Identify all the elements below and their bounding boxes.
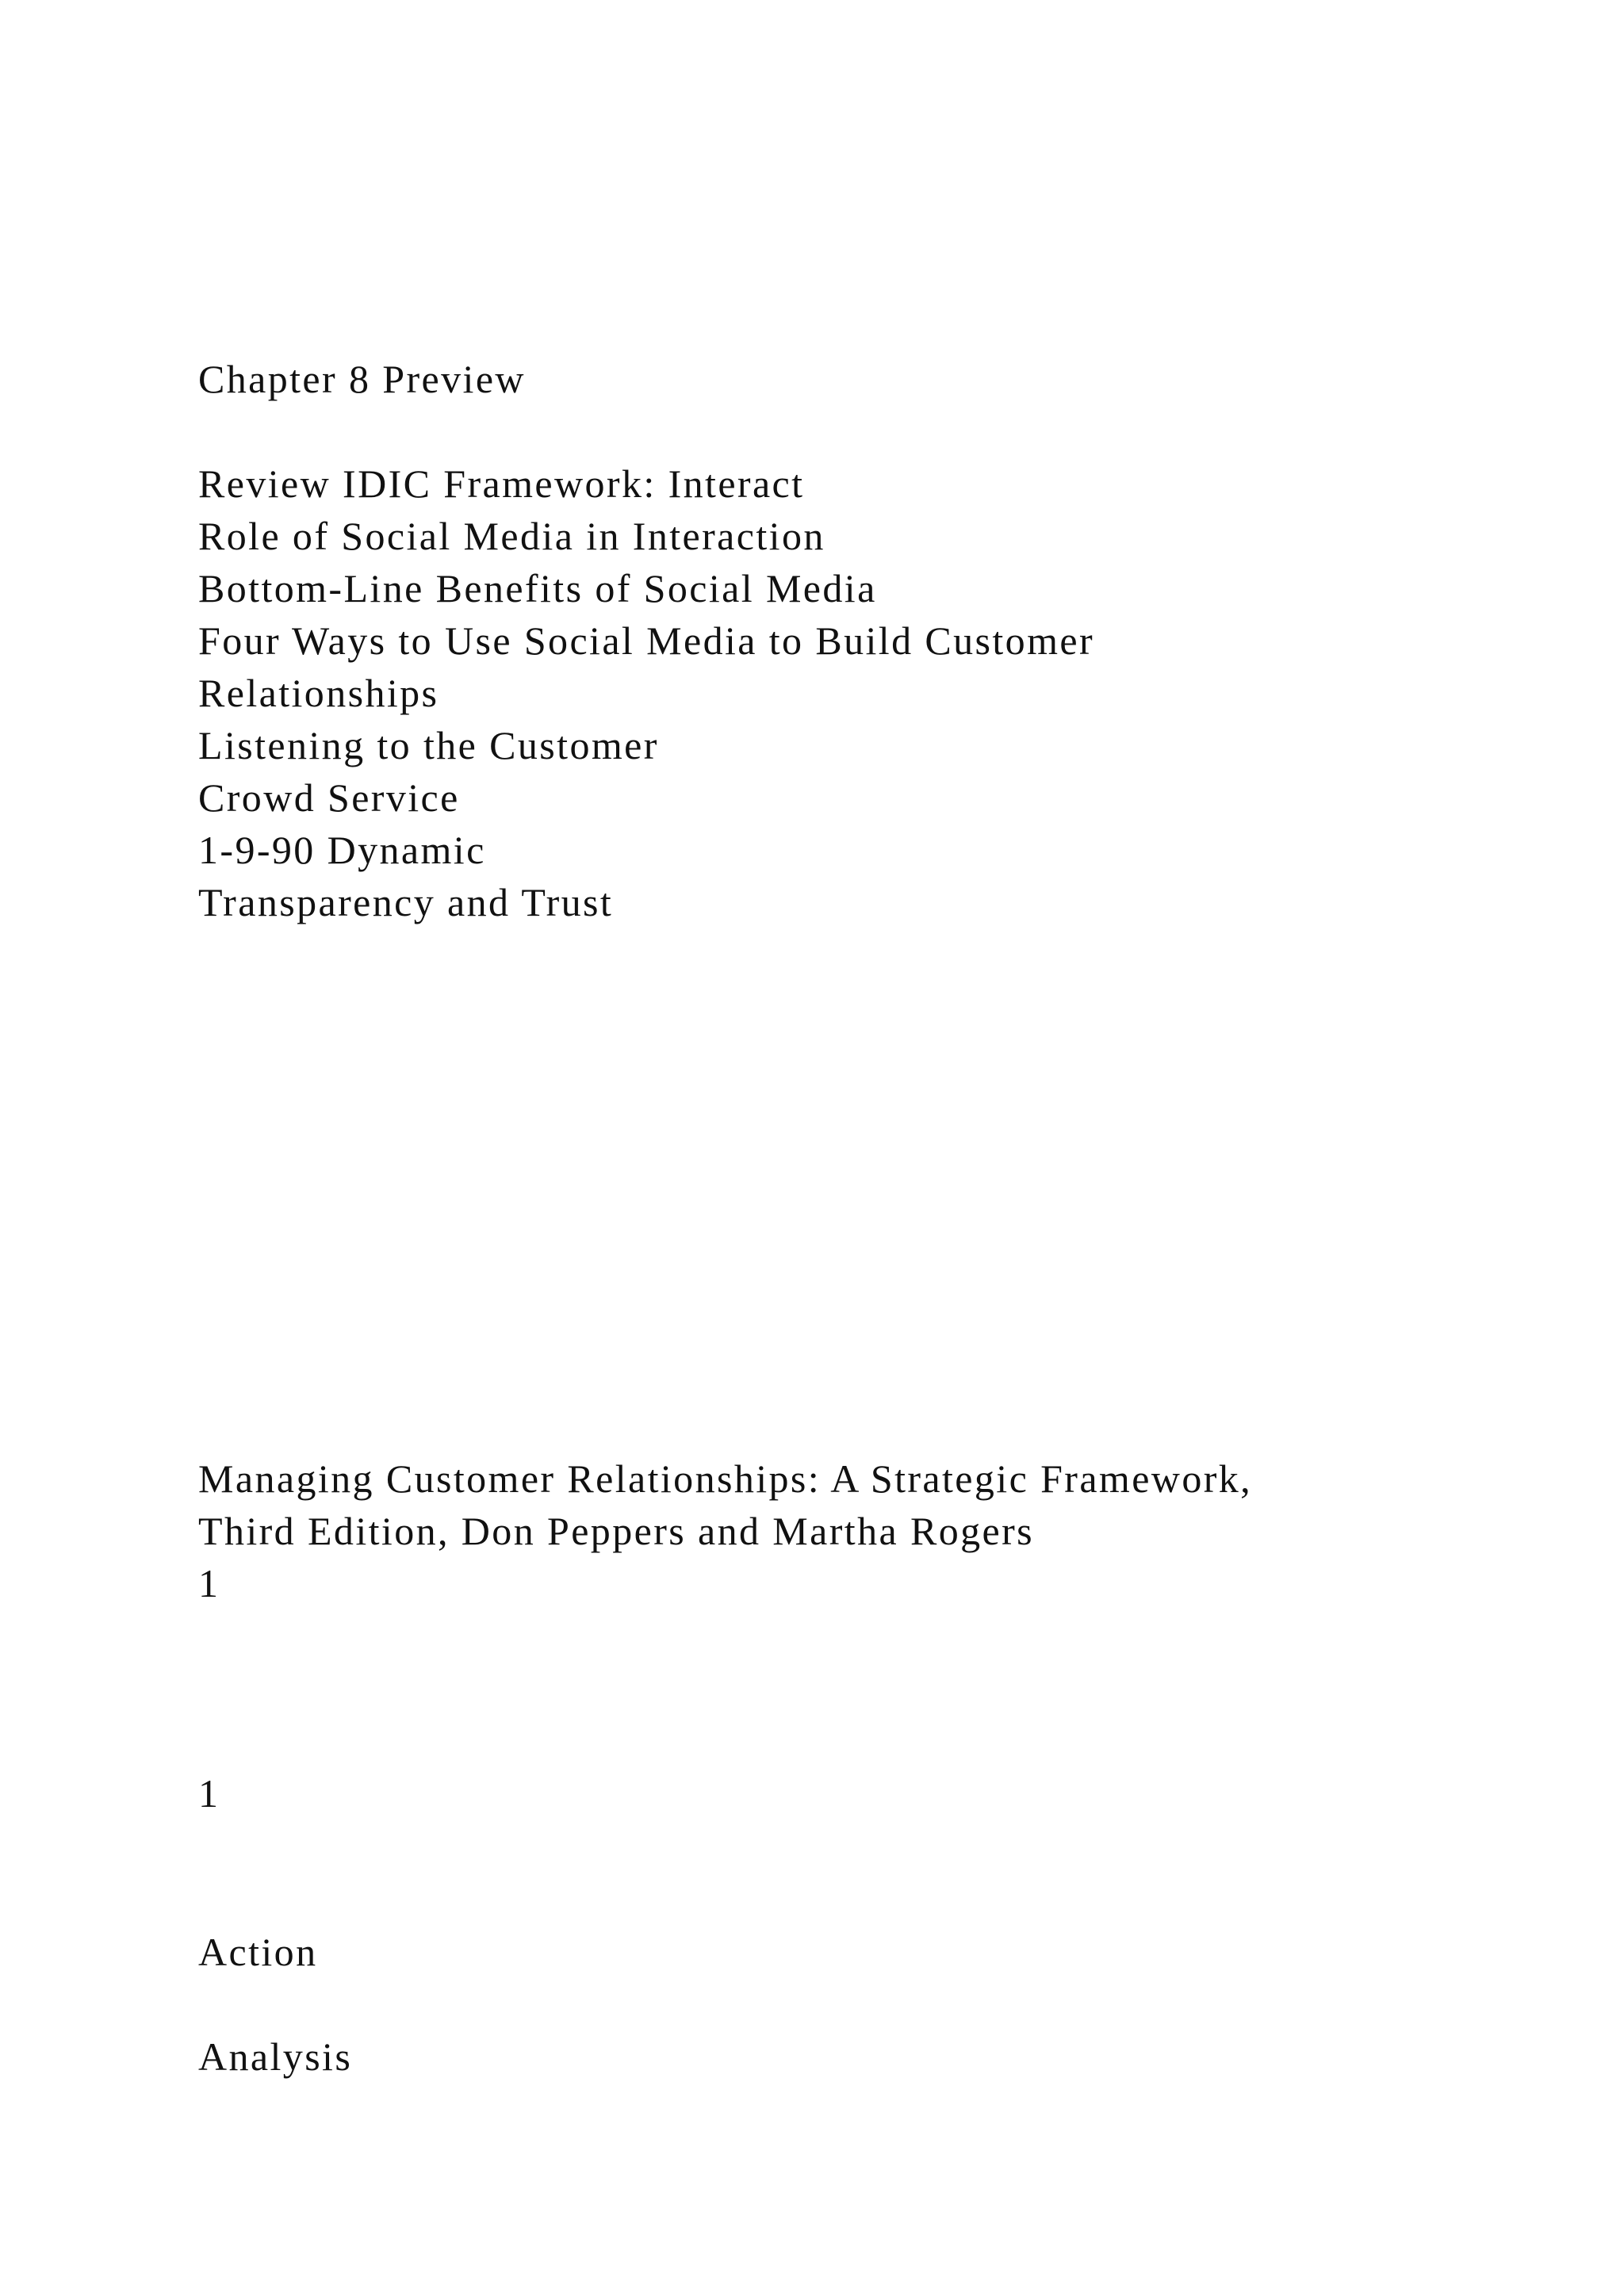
preview-item: Review IDIC Framework: Interact — [198, 461, 805, 506]
footer-page-number: 1 — [198, 1561, 220, 1605]
preview-item: Crowd Service — [198, 775, 460, 820]
preview-item: Role of Social Media in Interaction — [198, 514, 825, 558]
preview-item: Transparency and Trust — [198, 880, 614, 924]
action-label: Action — [198, 1930, 318, 1974]
analysis-label: Analysis — [198, 2034, 353, 2079]
preview-item: Four Ways to Use Social Media to Build Customer — [198, 618, 1095, 663]
preview-item: Bottom-Line Benefits of Social Media — [198, 566, 877, 610]
footer-line-2: Third Edition, Don Peppers and Martha Rogers — [198, 1509, 1035, 1553]
preview-item: Relationships — [198, 671, 439, 715]
preview-item: 1-9-90 Dynamic — [198, 828, 486, 872]
footer-line-1: Managing Customer Relationships: A Strategic Framework, — [198, 1456, 1253, 1501]
chapter-heading: Chapter 8 Preview — [198, 357, 526, 401]
slide-number: 1 — [198, 1771, 220, 1816]
preview-item: Listening to the Customer — [198, 723, 659, 767]
